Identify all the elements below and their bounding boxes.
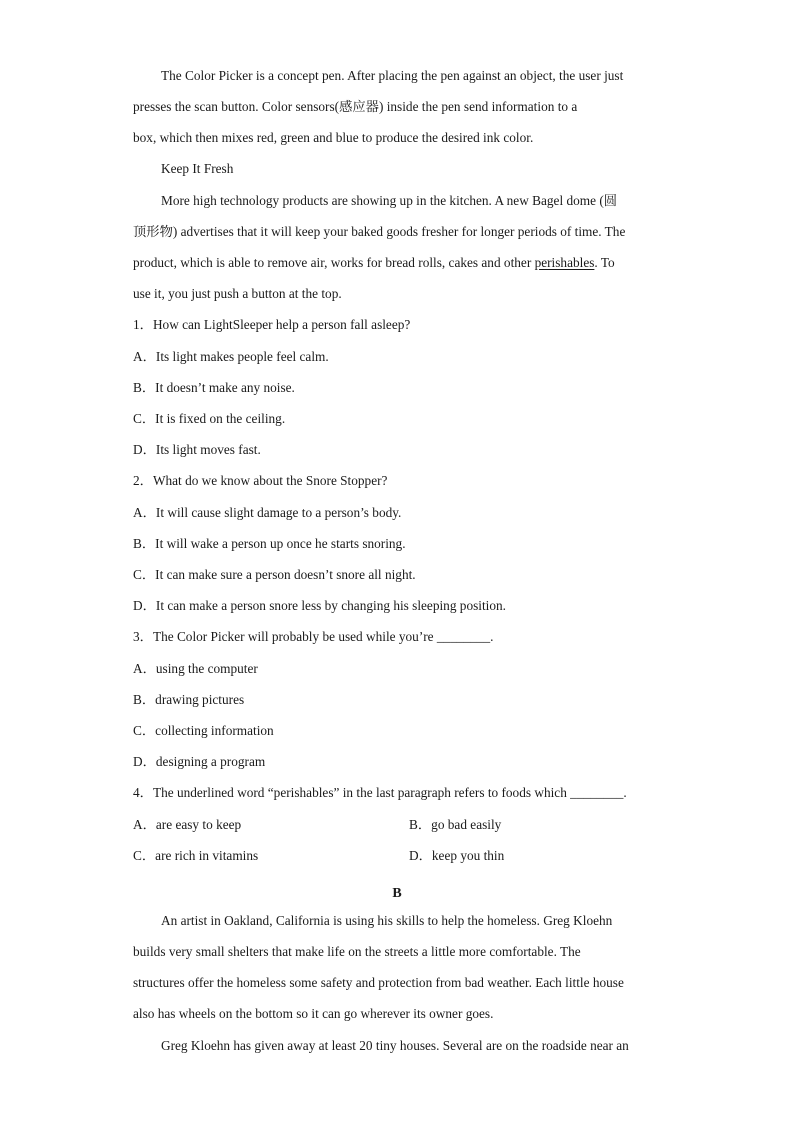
passage-a-paragraph-2-line-3: [133, 255, 615, 271]
question-2-option-c: C．It can make sure a person doesn’t snore all night.: [133, 567, 416, 582]
question-4-option-c: C．are rich in vitamins: [133, 848, 259, 863]
question-4-option-a: A．are easy to keep: [133, 817, 242, 832]
underlined-word: perishables: [534, 255, 595, 270]
question-3-option-b: B．drawing pictures: [133, 692, 245, 707]
section-b-paragraph-1-line-1: An artist in Oakland, California is using his skills to help the homeless. Greg Kloehn: [161, 913, 613, 928]
passage-a-paragraph-1-line-1: The Color Picker is a concept pen. After placing the pen against an object, the user just: [161, 68, 624, 83]
section-b-paragraph-1-line-3: structures offer the homeless some safety and protection from bad weather. Each little house: [133, 975, 624, 990]
question-3-stem: 3．The Color Picker will probably be used while you’re ________.: [133, 629, 494, 644]
question-2-option-b: B．It will wake a person up once he starts snoring.: [133, 536, 406, 551]
question-4-stem: 4．The underlined word “perishables” in the last paragraph refers to foods which ________.: [133, 785, 627, 800]
question-1-option-d: D．Its light moves fast.: [133, 442, 261, 457]
line-text-before: product, which is able to remove air, works for bread rolls, cakes and other: [133, 255, 535, 270]
section-b-paragraph-1-line-2: builds very small shelters that make life on the streets a little more comfortable. The: [133, 944, 581, 959]
question-3-option-c: C．collecting information: [133, 723, 274, 738]
question-4-option-d: D．keep you thin: [409, 848, 505, 863]
question-1-option-a: A．Its light makes people feel calm.: [133, 349, 329, 364]
question-4-option-b: B．go bad easily: [409, 817, 502, 832]
section-b-heading: B: [392, 886, 402, 901]
passage-a-paragraph-2-line-4: use it, you just push a button at the top.: [133, 286, 342, 301]
question-2-option-a: A．It will cause slight damage to a person’s body.: [133, 505, 402, 520]
passage-a-paragraph-2-line-1: More high technology products are showing up in the kitchen. A new Bagel dome (圆: [161, 193, 618, 208]
line-text-after: . To: [594, 255, 615, 270]
section-b-paragraph-2-line-1: Greg Kloehn has given away at least 20 tiny houses. Several are on the roadside near an: [161, 1038, 629, 1053]
question-1-option-c: C．It is fixed on the ceiling.: [133, 411, 286, 426]
question-3-option-d: D．designing a program: [133, 754, 266, 769]
section-b-paragraph-1-line-4: also has wheels on the bottom so it can go wherever its owner goes.: [133, 1006, 494, 1021]
passage-a-paragraph-1-line-3: box, which then mixes red, green and blue to produce the desired ink color.: [133, 130, 534, 145]
question-2-stem: 2．What do we know about the Snore Stopper?: [133, 473, 388, 488]
question-3-option-a: A．using the computer: [133, 661, 258, 676]
passage-a-subheading: Keep It Fresh: [161, 161, 234, 176]
question-1-option-b: B．It doesn’t make any noise.: [133, 380, 295, 395]
passage-a-paragraph-2-line-2: 顶形物) advertises that it will keep your baked goods fresher for longer periods of time. The: [133, 224, 626, 239]
question-2-option-d: D．It can make a person snore less by changing his sleeping position.: [133, 598, 506, 613]
passage-a-paragraph-1-line-2: presses the scan button. Color sensors(感应器) inside the pen send information to a: [133, 99, 578, 114]
question-1-stem: 1．How can LightSleeper help a person fall asleep?: [133, 317, 411, 332]
